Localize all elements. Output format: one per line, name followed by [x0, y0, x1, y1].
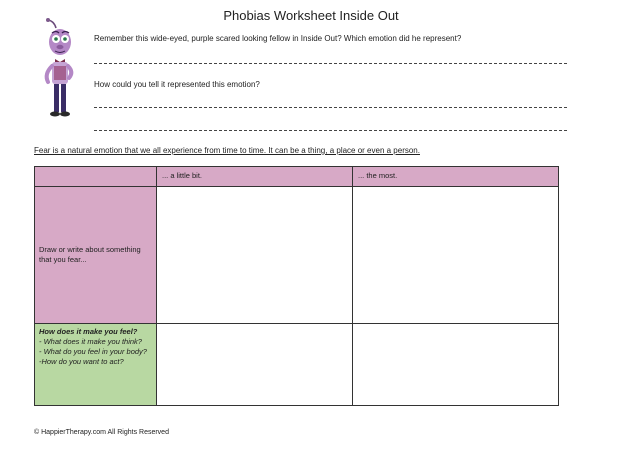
- answer-line-1[interactable]: [94, 63, 567, 64]
- feel-question-title: How does it make you feel?: [39, 327, 138, 336]
- header-label: ... the most.: [358, 171, 398, 180]
- row-label-draw: Draw or write about something that you fear...: [35, 187, 157, 324]
- header-the-most: [353, 167, 559, 187]
- row-label-feel: [35, 324, 157, 406]
- question-2: How could you tell it represented this emotion?: [94, 80, 260, 89]
- header-blank-cell: [35, 167, 157, 187]
- intro-text: Fear is a natural emotion that we all experience from time to time. It can be a thing, a place or even a person.: [34, 146, 420, 155]
- header-label: ... a little bit.: [162, 171, 203, 180]
- fear-character-icon: [34, 18, 82, 126]
- header-a-little-bit: [157, 167, 353, 187]
- fear-table: [34, 166, 559, 406]
- copyright-footer: © HappierTherapy.com All Rights Reserved: [34, 429, 169, 436]
- answer-line-2[interactable]: [94, 107, 567, 108]
- feel-prompt-think: - What does it make you think?: [39, 337, 142, 346]
- feel-cell-little[interactable]: [157, 324, 353, 406]
- feel-cell-most[interactable]: [353, 324, 559, 406]
- feel-prompt-body: - What do you feel in your body?: [39, 347, 147, 356]
- draw-cell-little[interactable]: [157, 187, 353, 324]
- feel-prompt-act: -How do you want to act?: [39, 357, 124, 366]
- answer-line-3[interactable]: [94, 130, 567, 131]
- question-1: Remember this wide-eyed, purple scared looking fellow in Inside Out? Which emotion did he represent?: [94, 34, 462, 43]
- draw-cell-most[interactable]: [353, 187, 559, 324]
- page-title: Phobias Worksheet Inside Out: [223, 8, 399, 23]
